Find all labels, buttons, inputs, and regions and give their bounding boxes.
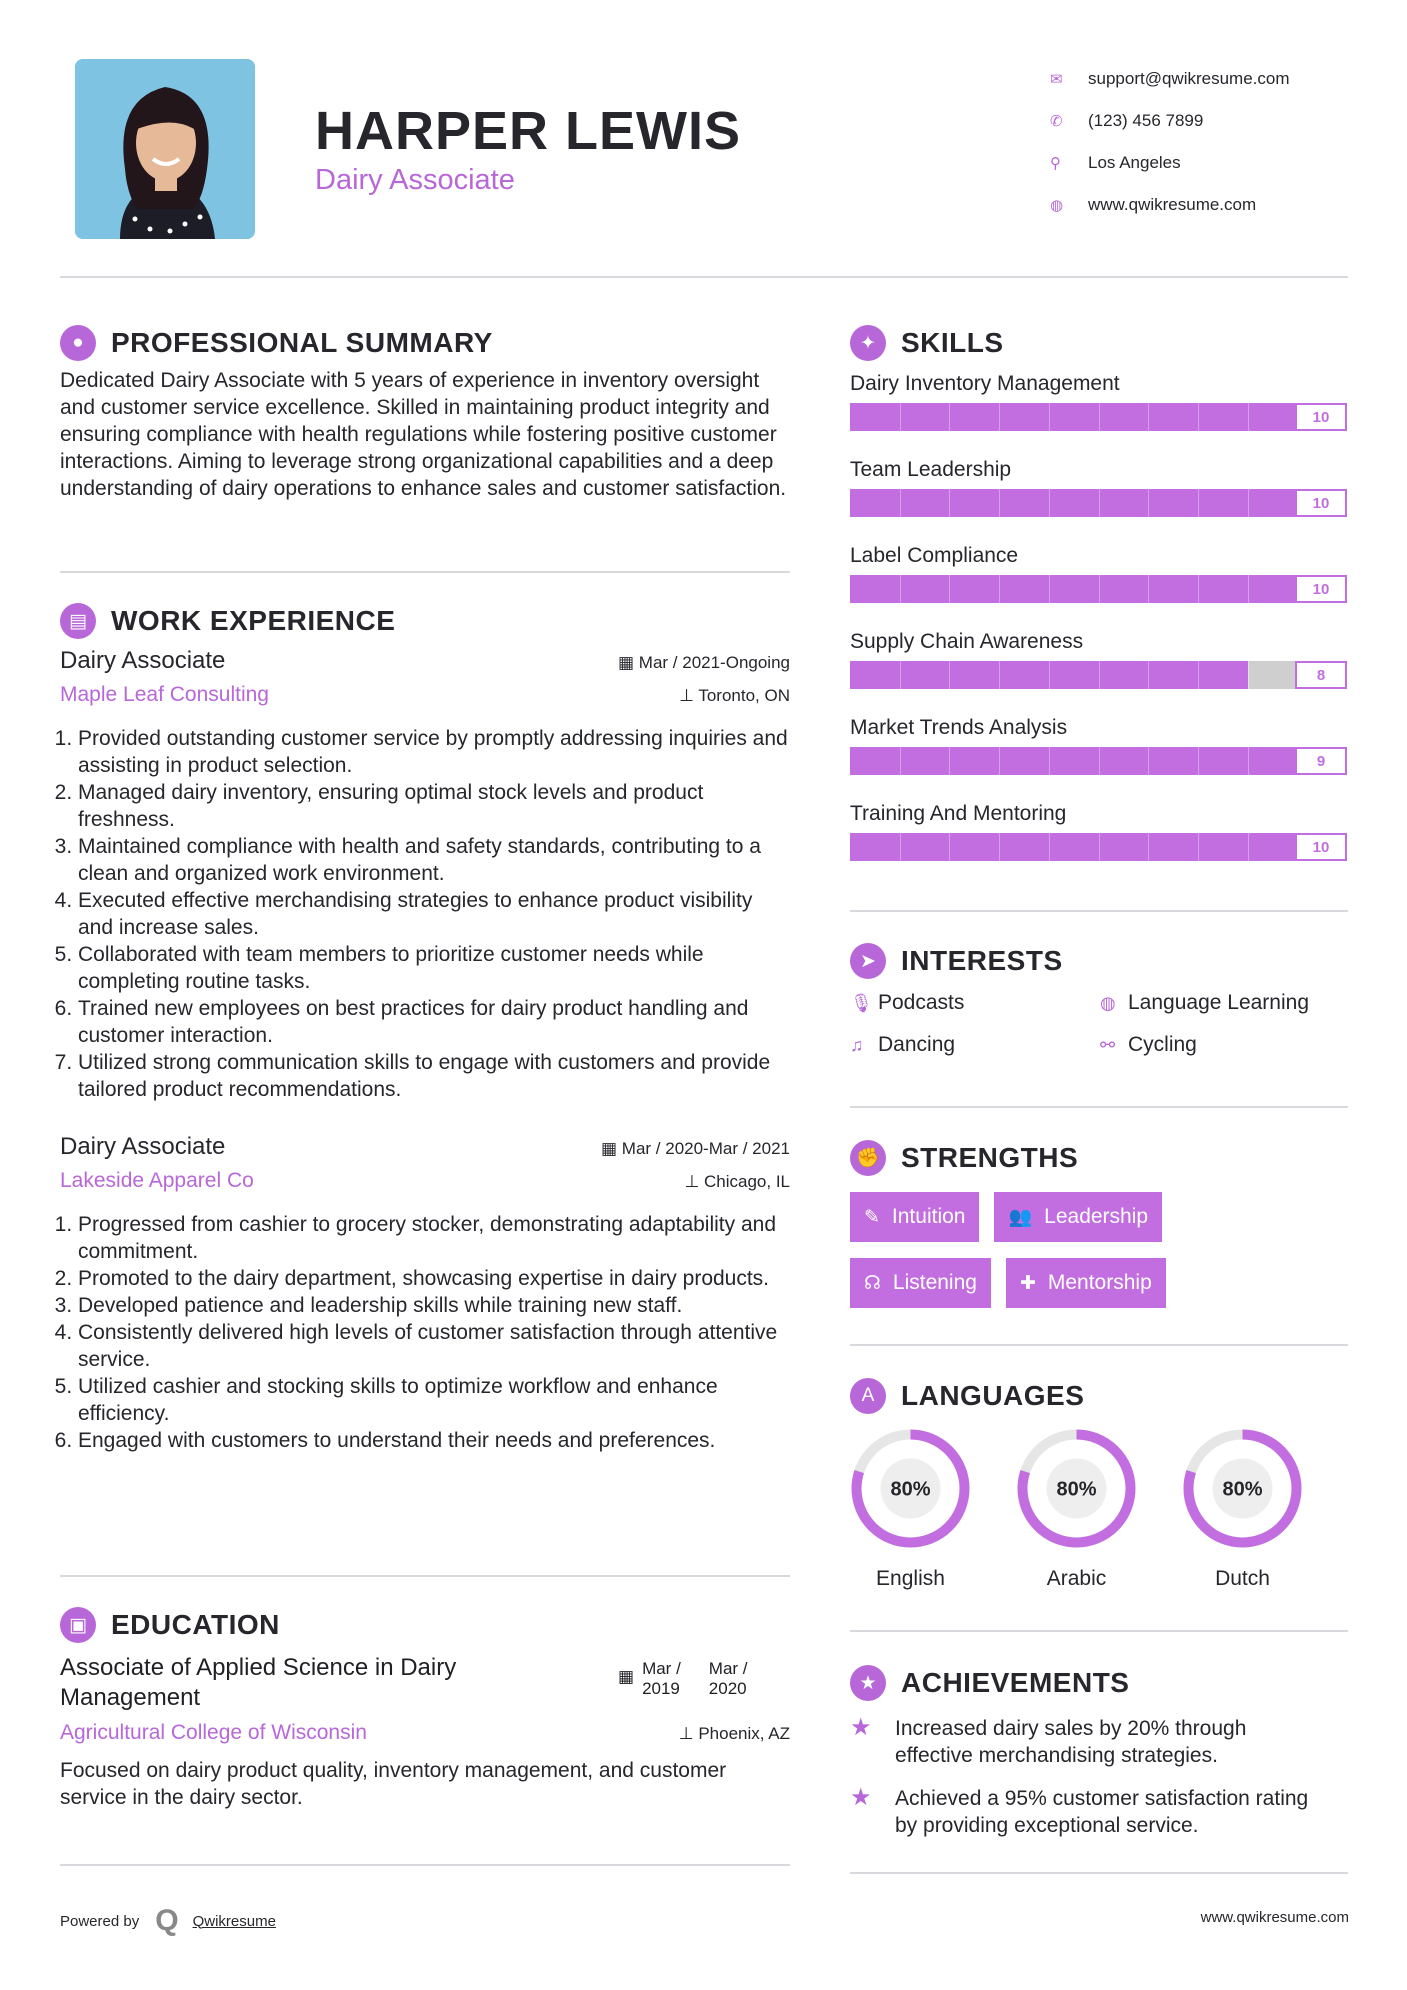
language-percent: 80% (1222, 1478, 1263, 1501)
skill-segment-divider (1099, 747, 1100, 775)
job-title: Dairy Associate (60, 1133, 226, 1160)
interests-divider (850, 1106, 1348, 1108)
skill-score: 9 (1295, 747, 1347, 775)
strengths-heading: STRENGTHS (901, 1142, 1079, 1173)
skill-segment-divider (900, 747, 901, 775)
contact-email[interactable]: ✉ support@qwikresume.com (1050, 69, 1290, 88)
pin-icon: ⊥ (684, 1172, 704, 1191)
skill-segment-divider (1148, 403, 1149, 431)
list-item: 6. Trained new employees on best practices for dairy product handling and customer interaction. (78, 995, 790, 1049)
person-photo-icon (75, 59, 255, 239)
achievements-list (850, 1715, 1350, 1839)
list-item: 5. Utilized cashier and stocking skills to optimize workflow and enhance efficiency. (78, 1373, 790, 1427)
job-duties (60, 725, 790, 1103)
skill-score: 10 (1295, 575, 1347, 603)
skill-segment-divider (1198, 747, 1199, 775)
list-item: 2. Managed dairy inventory, ensuring optimal stock levels and product freshness. (78, 779, 790, 833)
education-section (60, 1605, 790, 1811)
graduation-icon: ▣ (60, 1607, 96, 1643)
skills-heading: SKILLS (901, 327, 1004, 358)
envelope-icon: ✉ (1050, 71, 1063, 88)
skill-segment-divider (1049, 575, 1050, 603)
list-item: ★ Increased dairy sales by 20% through effective merchandising strategies. (850, 1714, 1247, 1767)
calendar-icon: ▦ (618, 1667, 635, 1686)
strength-chip: ☊ Listening (850, 1258, 991, 1308)
globe-icon: ◍ (1100, 992, 1116, 1013)
skills-divider (850, 910, 1348, 912)
list-item: ⚯ Cycling (1100, 1033, 1197, 1056)
language-progress-ring (1182, 1428, 1303, 1549)
skill-level-bar (850, 489, 1347, 517)
job-duties (60, 1211, 790, 1454)
skill-segment-divider (999, 747, 1000, 775)
skill-segment-divider (1148, 833, 1149, 861)
skill-segment-divider (1099, 833, 1100, 861)
pin-icon: ⊥ (679, 686, 699, 705)
skill-segment-divider (1049, 403, 1050, 431)
music-note-icon: ♫ (850, 1034, 864, 1055)
skill-segment-divider (1049, 833, 1050, 861)
job-company: Lakeside Apparel Co (60, 1169, 254, 1192)
language-progress-ring (1016, 1428, 1137, 1549)
skill-name: Team Leadership (850, 458, 1012, 481)
skill-level-bar (850, 833, 1347, 861)
skill-level-bar (850, 403, 1347, 431)
list-item: 4. Executed effective merchandising strategies to enhance product visibility and increase sales. (78, 887, 790, 941)
skill-segment-divider (949, 489, 950, 517)
skill-level-bar (850, 747, 1347, 775)
globe-icon: ◍ (1050, 197, 1064, 214)
interests-heading: INTERESTS (901, 945, 1063, 976)
skill-name: Training And Mentoring (850, 802, 1067, 825)
list-item: 7. Utilized strong communication skills to engage with customers and provide tailored product recommendations. (78, 1049, 790, 1103)
languages-heading: LANGUAGES (901, 1380, 1085, 1411)
skill-segment-divider (1198, 575, 1199, 603)
language-item (1182, 1428, 1303, 1591)
skill-level-bar (850, 661, 1347, 689)
edu-date-start-year: 2019 (642, 1679, 680, 1698)
skill-segment-divider (999, 833, 1000, 861)
skill-segment-divider (949, 747, 950, 775)
job-title: Dairy Associate (60, 647, 226, 674)
skill-segment-divider (1248, 575, 1249, 603)
contact-list (1050, 58, 1350, 226)
achievements-section (850, 1663, 1350, 1855)
stars-icon: ★ (850, 1714, 872, 1741)
degree-title: Associate of Applied Science in Dairy Management (60, 1654, 457, 1711)
skill-segment-divider (999, 575, 1000, 603)
users-icon: 👥 (1008, 1207, 1033, 1228)
summary-text: Dedicated Dairy Associate with 5 years of experience in inventory oversight and customer service excellence. Skilled in maintaining product integrity and ensuring compliance with health regulations while fostering positive customer interactions. Aiming to leverage strong organizational capabilities and a deep understanding of dairy operations to enhance sales and customer satisfaction. (60, 369, 787, 500)
skill-segment-divider (949, 833, 950, 861)
job-location: Toronto, ON (698, 686, 790, 705)
paper-plane-icon: ➤ (850, 943, 886, 979)
professional-summary-section (60, 323, 790, 502)
qwikresume-logo-icon: Q (155, 1904, 179, 1937)
job-entry (60, 1133, 790, 1454)
calendar-icon: ▦ (601, 1139, 622, 1158)
list-item: 2. Promoted to the dairy department, showcasing expertise in dairy products. (78, 1265, 790, 1292)
contact-website[interactable]: ◍ www.qwikresume.com (1050, 195, 1257, 214)
list-item: 3. Maintained compliance with health and safety standards, contributing to a clean and organized work environment. (78, 833, 790, 887)
list-item: 6. Engaged with customers to understand their needs and preferences. (78, 1427, 790, 1454)
headphones-icon: ☊ (864, 1272, 881, 1294)
language-icon: A (850, 1378, 886, 1414)
language-item (850, 1428, 971, 1591)
skill-name: Market Trends Analysis (850, 716, 1068, 739)
list-item: 1. Provided outstanding customer service by promptly addressing inquiries and assisting in product selection. (78, 725, 790, 779)
edu-date-start-month: Mar / (642, 1659, 681, 1678)
strength-chip: 👥 Leadership (994, 1192, 1162, 1242)
skill-segment-divider (1099, 575, 1100, 603)
skills-section (850, 323, 1350, 885)
language-percent: 80% (890, 1478, 931, 1501)
skill-segment-divider (1248, 747, 1249, 775)
language-percent: 80% (1056, 1478, 1097, 1501)
edu-date-end-year: 2020 (708, 1679, 747, 1698)
fist-icon: ✊ (850, 1140, 886, 1176)
skill-level-bar (850, 575, 1347, 603)
language-name: English (876, 1567, 945, 1590)
education-divider (60, 1864, 790, 1866)
strengths-section (850, 1138, 1350, 1308)
header-divider (60, 276, 1348, 278)
skill-segment-divider (1198, 489, 1199, 517)
school-name: Agricultural College of Wisconsin (60, 1721, 367, 1744)
candidate-name: HARPER LEWIS (315, 101, 742, 161)
job-company: Maple Leaf Consulting (60, 683, 269, 706)
languages-list (850, 1428, 1350, 1591)
skill-segment-divider (999, 661, 1000, 689)
magic-wand-icon: ✎ (864, 1206, 880, 1228)
skill-segment-divider (900, 575, 901, 603)
achievements-heading: ACHIEVEMENTS (901, 1667, 1130, 1698)
skill-segment-divider (1248, 403, 1249, 431)
work-experience-section (60, 601, 790, 1454)
language-item (1016, 1428, 1137, 1591)
phone-icon: ✆ (1050, 113, 1063, 130)
footer-website[interactable]: www.qwikresume.com (1200, 1909, 1349, 1926)
language-progress-ring (850, 1428, 971, 1549)
skill-segment-divider (1148, 575, 1149, 603)
skill-segment-divider (1049, 489, 1050, 517)
skill-segment-divider (900, 403, 901, 431)
list-item: ★ Achieved a 95% customer satisfaction rating by providing exceptional service. (850, 1784, 1309, 1837)
skill-score: 10 (1295, 489, 1347, 517)
user-icon: ● (60, 325, 96, 361)
skill-segment-divider (1099, 661, 1100, 689)
skill-name: Label Compliance (850, 544, 1019, 567)
achievements-divider (850, 1872, 1348, 1874)
skill-segment-divider (1049, 661, 1050, 689)
stars-icon: ★ (850, 1784, 872, 1811)
calendar-icon: ▦ (618, 653, 639, 672)
list-item: 4. Consistently delivered high levels of customer satisfaction through attentive service. (78, 1319, 790, 1373)
user-plus-icon: ✚ (1019, 1272, 1036, 1294)
summary-heading: PROFESSIONAL SUMMARY (111, 327, 493, 358)
skill-segment-divider (949, 661, 950, 689)
skill-segment-divider (1099, 489, 1100, 517)
skill-segment-divider (1148, 489, 1149, 517)
skill-score: 10 (1295, 403, 1347, 431)
interests-list (850, 991, 1350, 1057)
map-pin-icon: ⚲ (1050, 155, 1061, 172)
strength-chip: ✎ Intuition (850, 1192, 979, 1242)
candidate-title: Dairy Associate (315, 164, 515, 196)
footer-powered-by (60, 1904, 276, 1938)
star-badge-icon: ★ (850, 1665, 886, 1701)
experience-divider (60, 1575, 790, 1577)
lightbulb-icon: ✦ (850, 325, 886, 361)
skills-list (850, 369, 1350, 861)
language-name: Dutch (1215, 1567, 1270, 1590)
skill-score: 10 (1295, 833, 1347, 861)
skill-segment-divider (1099, 403, 1100, 431)
skill-segment-divider (949, 403, 950, 431)
languages-divider (850, 1630, 1348, 1632)
strengths-divider (850, 1344, 1348, 1346)
powered-by-label: Powered by (60, 1912, 140, 1930)
pin-icon: ⊥ (678, 1724, 699, 1743)
interests-section (850, 941, 1350, 1057)
job-date: Mar / 2020-Mar / 2021 (621, 1139, 790, 1158)
skill-name: Supply Chain Awareness (850, 630, 1084, 653)
skill-score: 8 (1295, 661, 1347, 689)
skill-segment-divider (1148, 661, 1149, 689)
profile-photo (75, 59, 255, 239)
skill-segment-divider (1198, 661, 1199, 689)
language-name: Arabic (1046, 1567, 1107, 1590)
contact-location: ⚲ Los Angeles (1050, 153, 1181, 172)
skill-segment-divider (1049, 747, 1050, 775)
education-heading: EDUCATION (111, 1609, 280, 1640)
job-entry (60, 647, 790, 1103)
list-item: ♫ Dancing (850, 1033, 956, 1056)
languages-section (850, 1376, 1350, 1591)
strength-chip: ✚ Mentorship (1006, 1258, 1166, 1308)
summary-divider (60, 571, 790, 573)
list-item: 3. Developed patience and leadership skills while training new staff. (78, 1292, 790, 1319)
list-item: 5. Collaborated with team members to prioritize customer needs while completing routine tasks. (78, 941, 790, 995)
experience-heading: WORK EXPERIENCE (111, 605, 396, 636)
contact-phone[interactable]: ✆ (123) 456 7899 (1050, 111, 1204, 130)
job-location: Chicago, IL (704, 1172, 790, 1191)
skill-segment-divider (1148, 747, 1149, 775)
edu-date-end-month: Mar / (708, 1659, 748, 1678)
school-location: Phoenix, AZ (698, 1724, 790, 1743)
list-item: 1. Progressed from cashier to grocery stocker, demonstrating adaptability and commitment. (78, 1211, 790, 1265)
skill-segment-divider (900, 489, 901, 517)
list-item: 🎙 Podcasts (850, 991, 965, 1014)
skill-segment-divider (1248, 833, 1249, 861)
skill-segment-divider (999, 489, 1000, 517)
briefcase-icon: ▤ (60, 603, 96, 639)
skill-segment-divider (900, 661, 901, 689)
strengths-list (850, 1192, 1270, 1308)
skill-fill (850, 747, 1297, 775)
bicycle-icon: ⚯ (1100, 1034, 1116, 1055)
skill-segment-divider (900, 833, 901, 861)
microphone-icon: 🎙 (850, 992, 873, 1013)
brand-link[interactable]: Qwikresume (192, 1912, 276, 1930)
education-description: Focused on dairy product quality, inventory management, and customer service in the dairy sector. (60, 1759, 727, 1809)
skill-segment-divider (1248, 661, 1249, 689)
skill-segment-divider (1198, 403, 1199, 431)
list-item: ◍ Language Learning (1100, 991, 1310, 1014)
skill-segment-divider (999, 403, 1000, 431)
skill-segment-divider (1198, 833, 1199, 861)
skill-segment-divider (1248, 489, 1249, 517)
job-date: Mar / 2021-Ongoing (638, 653, 790, 672)
skill-name: Dairy Inventory Management (850, 372, 1120, 395)
skill-segment-divider (949, 575, 950, 603)
